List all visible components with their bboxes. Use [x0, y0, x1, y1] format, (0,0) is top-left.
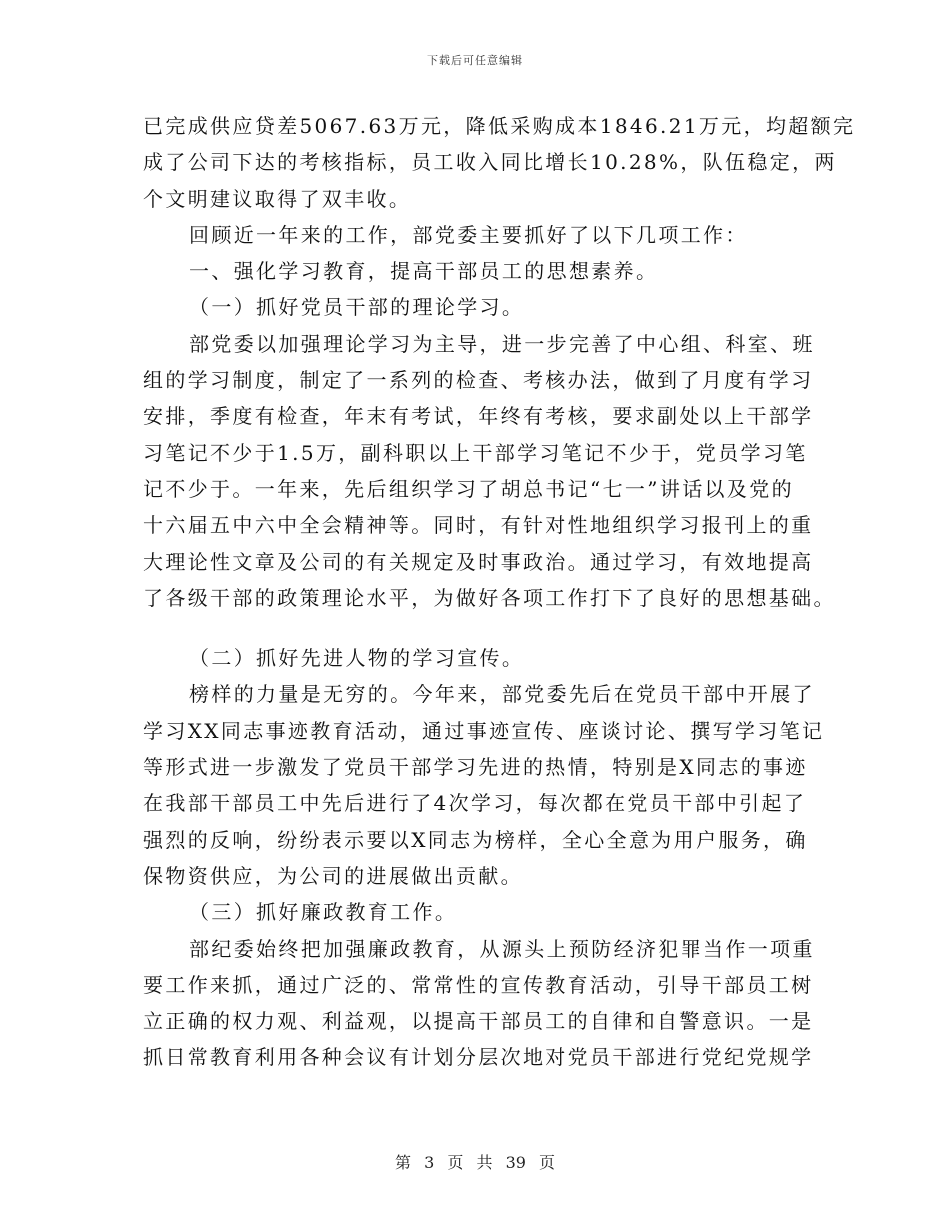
document-body	[143, 108, 856, 1076]
text-line: （三）抓好廉政教育工作。	[189, 900, 458, 925]
text-line: 十六届五中六中全会精神等。同时，有针对性地组织学习报刊上的重	[143, 513, 814, 538]
text-line: 回顾近一年来的工作，部党委主要抓好了以下几项工作：	[189, 222, 748, 247]
text-line: 保物资供应，为公司的进展做出贡献。	[143, 863, 523, 888]
page-label-suffix: 页	[447, 1153, 464, 1172]
page-label-prefix: 第	[394, 1153, 411, 1172]
text-line: 已完成供应贷差5067.63万元，降低采购成本1846.21万元，均超额完	[143, 114, 856, 138]
text-line: 组的学习制度，制定了一系列的检查、考核办法，做到了月度有学习	[143, 368, 814, 393]
text-line: 立正确的权力观、利益观，以提高干部员工的自律和自警意识。一是	[143, 1009, 814, 1034]
text-line: 了各级干部的政策理论水平，为做好各项工作打下了良好的思想基础。	[143, 585, 836, 610]
text-line: 抓日常教育利用各种会议有计划分层次地对党员干部进行党纪党规学	[143, 1045, 814, 1070]
text-line: 安排，季度有检查，年末有考试，年终有考核，要求副处以上干部学	[143, 404, 814, 429]
text-line: 榜样的力量是无穷的。今年来，部党委先后在党员干部中开展了	[189, 682, 815, 707]
page-header: 下载后可任意编辑	[427, 54, 523, 67]
total-label-prefix: 共	[476, 1153, 493, 1172]
text-line: （一）抓好党员干部的理论学习。	[189, 295, 525, 320]
text-line: 习笔记不少于1.5万，副科职以上干部学习笔记不少于，党员学习笔	[143, 440, 808, 465]
page-footer	[0, 1150, 950, 1173]
text-line: 要工作来抓，通过广泛的、常常性的宣传教育活动，引导干部员工树	[143, 972, 814, 997]
text-line: 记不少于。一年来，先后组织学习了胡总书记“七一”讲话以及党的	[143, 476, 794, 501]
text-line: 一、强化学习教育，提高干部员工的思想素养。	[189, 259, 659, 284]
text-line: 部党委以加强理论学习为主导，进一步完善了中心组、科室、班	[189, 331, 815, 356]
text-line: 成了公司下达的考核指标，员工收入同比增长10.28%，队伍稳定，两	[143, 150, 837, 175]
text-line: 部纪委始终把加强廉政教育，从源头上预防经济犯罪当作一项重	[189, 936, 815, 961]
text-line: （二）抓好先进人物的学习宣传。	[189, 646, 525, 671]
text-line: 强烈的反响，纷纷表示要以X同志为榜样，全心全意为用户服务，确	[143, 827, 808, 852]
text-line: 等形式进一步激发了党员干部学习先进的热情，特别是X同志的事迹	[143, 755, 808, 780]
text-line: 学习XX同志事迹教育活动，通过事迹宣传、座谈讨论、撰写学习笔记	[143, 718, 825, 743]
text-line: 大理论性文章及公司的有关规定及时事政治。通过学习，有效地提高	[143, 549, 814, 574]
total-label-suffix: 页	[539, 1153, 556, 1172]
page-number: 3	[424, 1153, 435, 1172]
text-line: 个文明建议取得了双丰收。	[143, 186, 412, 211]
total-pages: 39	[505, 1153, 526, 1172]
text-line: 在我部干部员工中先后进行了4次学习，每次都在党员干部中引起了	[143, 791, 807, 816]
